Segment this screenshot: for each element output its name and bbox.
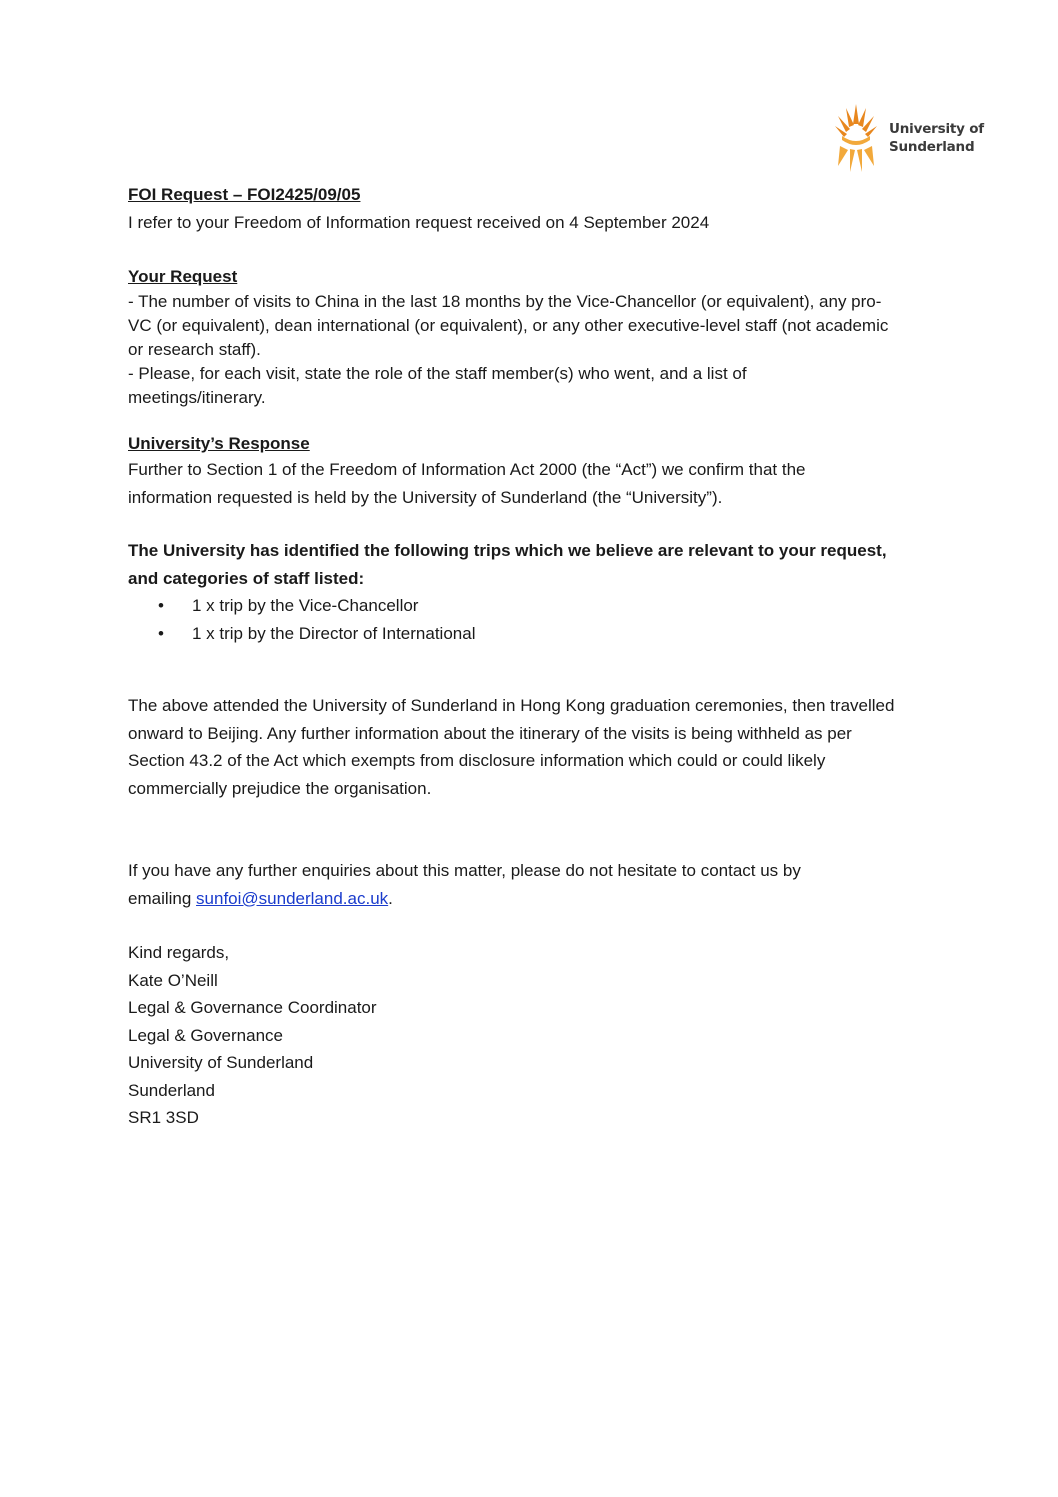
details-paragraph (128, 692, 928, 802)
logo-line-1: University of (889, 121, 984, 137)
bullet: • (158, 596, 164, 615)
contact-paragraph (128, 857, 928, 912)
logo-line-2: Sunderland (889, 139, 975, 155)
trips-intro-line: The University has identified the following trips which we believe are relevant to your request, (128, 541, 887, 560)
request-line: VC (or equivalent), dean international (or equivalent), or any other executive-level staff (not academic (128, 316, 889, 335)
details-line: commercially prejudice the organisation. (128, 778, 432, 798)
email-link[interactable]: sunfoi@sunderland.ac.uk (196, 888, 389, 908)
request-line: - The number of visits to China in the last 18 months by the Vice-Chancellor (or equivalent), any pro- (128, 292, 882, 311)
signature-line: Legal & Governance Coordinator (128, 998, 377, 1017)
response-line: Further to Section 1 of the Freedom of Information Act 2000 (the “Act”) we confirm that the (128, 460, 806, 479)
trip-text: 1 x trip by the Vice-Chancellor (192, 596, 419, 615)
details-line: onward to Beijing. Any further information about the itinerary of the visits is being withheld as per (128, 723, 852, 743)
details-line: Section 43.2 of the Act which exempts from disclosure information which could or could likely (128, 751, 826, 770)
signature-line: SR1 3SD (128, 1108, 199, 1127)
intro-text: I refer to your Freedom of Information request received on 4 September 2024 (128, 213, 710, 232)
sunburst-logo-icon (834, 102, 878, 174)
request-line: meetings/itinerary. (128, 388, 266, 407)
signature-line: Kate O’Neill (128, 970, 218, 990)
list-item (128, 620, 928, 648)
contact-line (128, 885, 928, 913)
foi-title: FOI Request – FOI2425/09/05 (128, 185, 361, 204)
signature-line: Legal & Governance (128, 1025, 283, 1045)
response-text (128, 456, 928, 511)
request-line: - Please, for each visit, state the role of the staff member(s) who went, and a list of (128, 364, 747, 383)
trip-text: 1 x trip by the Director of International (192, 624, 476, 643)
trips-intro (128, 537, 928, 592)
details-line: The above attended the University of Sunderland in Hong Kong graduation ceremonies, then travelled (128, 696, 895, 715)
signature-line: University of Sunderland (128, 1053, 314, 1072)
logo-wordmark (889, 120, 984, 156)
response-heading: University’s Response (128, 434, 310, 453)
signature-line: Kind regards, (128, 943, 230, 962)
letter-body (128, 183, 928, 1132)
signature-line: Sunderland (128, 1080, 215, 1100)
university-logo (834, 100, 994, 176)
contact-line: If you have any further enquiries about this matter, please do not hesitate to contact us by (128, 861, 801, 880)
bullet: • (158, 624, 164, 643)
request-line: or research staff). (128, 340, 261, 359)
response-line: information requested is held by the University of Sunderland (the “University”). (128, 487, 723, 507)
signature-block (128, 939, 928, 1132)
trips-intro-line: and categories of staff listed: (128, 568, 365, 588)
trips-list (128, 592, 928, 648)
request-text (128, 290, 928, 410)
contact-prefix: emailing (128, 888, 197, 908)
list-item (128, 592, 928, 620)
request-heading: Your Request (128, 267, 238, 286)
contact-suffix: . (388, 888, 393, 908)
